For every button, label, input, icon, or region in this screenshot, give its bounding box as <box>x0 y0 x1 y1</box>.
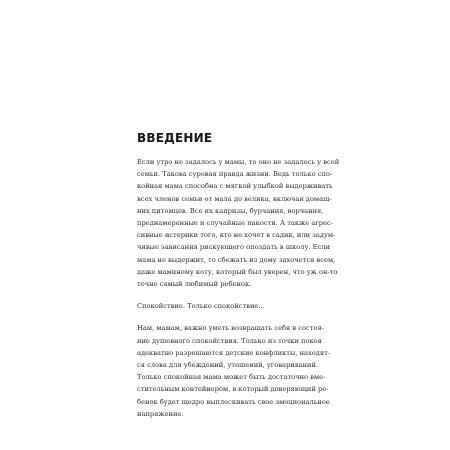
text-line: Если утро не задалось у мамы, то оно не задалось у всей <box>137 158 340 166</box>
text-line: точно самый любимый ребенок. <box>137 280 252 289</box>
text-line: койная мама способна с мягкой улыбкой выдерживать <box>137 182 333 191</box>
text-line: Спокойствие. Только спокойствие... <box>137 302 265 311</box>
paragraph-3 <box>137 322 331 420</box>
page-content <box>137 131 340 420</box>
text-line: мама не выдержит, то сбежать из дому захочется всем, <box>137 255 336 264</box>
text-line: бенок будет щедро выплескивать свое эмоциональное <box>137 397 330 406</box>
text-line: даже маминому коту, который был уверен, что уж он-то <box>137 267 338 276</box>
text-line: всех членов семьи от мала до велика, включая домаш- <box>137 194 332 203</box>
text-line: семьи. Такова суровая правда жизни. Ведь только спо- <box>137 170 333 179</box>
text-line: стительным контейнером, в который доверяющий ре- <box>137 385 329 394</box>
text-line: ние душевного спокойствия. Только из точки покоя <box>137 336 322 345</box>
text-line: них питомцев. Все их капризы, бурчания, ворчания, <box>137 206 324 215</box>
text-line: адекватно разрешаются детские конфликты, находят- <box>137 348 331 357</box>
paragraph-gap <box>137 312 318 322</box>
paragraph-2 <box>137 300 318 312</box>
text-line: Только спокойная мама может быть достаточно вме- <box>137 373 326 382</box>
chapter-heading: ВВЕДЕНИЕ <box>137 131 213 145</box>
text-line: напряжение. <box>137 409 184 418</box>
paragraph-1 <box>137 156 340 290</box>
paragraph-gap <box>137 290 318 300</box>
text-line: чивые зависания рискующего опоздать в школу. Если <box>137 243 330 252</box>
text-line: ся слова для убеждений, утешений, уговариваний. <box>137 361 319 370</box>
text-line: преднамеренные и случайные пакости. А также агрес- <box>137 219 334 228</box>
text-line: Нам, мамам, важно уметь возвращать себя в состоя- <box>137 324 325 333</box>
text-line: сивные истерики того, кто не хочет в садик, или задум- <box>137 231 336 240</box>
